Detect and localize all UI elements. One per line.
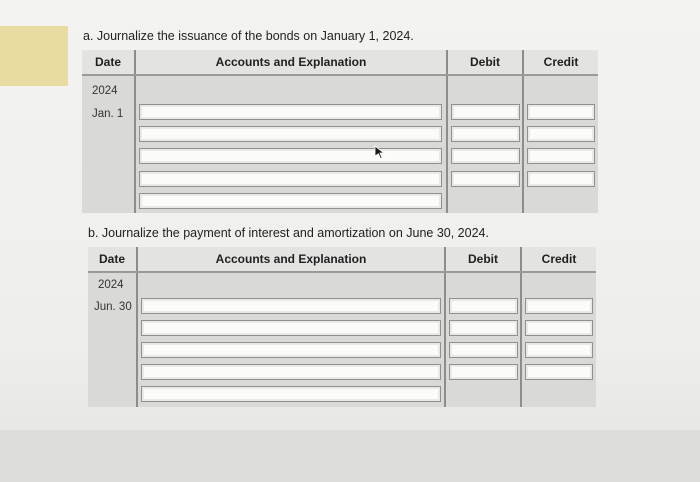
entry-date: Jun. 30 xyxy=(94,301,132,313)
accounts-header: Accounts and Explanation xyxy=(138,247,444,271)
header-divider xyxy=(82,74,598,76)
journal-table-b xyxy=(88,247,596,407)
debit-input-3[interactable] xyxy=(449,342,518,358)
account-input-3[interactable] xyxy=(141,342,441,358)
credit-input-1[interactable] xyxy=(525,298,593,314)
account-input-5[interactable] xyxy=(139,193,442,209)
part-a-heading: a. Journalize the issuance of the bonds on January 1, 2024. xyxy=(83,29,414,43)
account-input-3[interactable] xyxy=(139,148,442,164)
account-input-2[interactable] xyxy=(141,320,441,336)
side-highlight-tab xyxy=(0,26,68,86)
account-input-1[interactable] xyxy=(141,298,441,314)
account-input-1[interactable] xyxy=(139,104,442,120)
credit-input-1[interactable] xyxy=(527,104,595,120)
credit-input-4[interactable] xyxy=(525,364,593,380)
account-input-4[interactable] xyxy=(139,171,442,187)
debit-input-2[interactable] xyxy=(451,126,520,142)
debit-input-3[interactable] xyxy=(451,148,520,164)
debit-input-4[interactable] xyxy=(451,171,520,187)
entry-year: 2024 xyxy=(98,279,124,291)
credit-input-2[interactable] xyxy=(527,126,595,142)
bottom-band xyxy=(0,430,700,482)
debit-input-2[interactable] xyxy=(449,320,518,336)
mouse-pointer-icon xyxy=(373,145,387,159)
credit-header: Credit xyxy=(524,50,598,74)
accounts-header: Accounts and Explanation xyxy=(136,50,446,74)
credit-input-3[interactable] xyxy=(525,342,593,358)
header-divider xyxy=(88,271,596,273)
debit-input-1[interactable] xyxy=(449,298,518,314)
part-b-heading: b. Journalize the payment of interest and amortization on June 30, 2024. xyxy=(88,226,489,240)
credit-input-4[interactable] xyxy=(527,171,595,187)
account-input-4[interactable] xyxy=(141,364,441,380)
journal-table-a xyxy=(82,50,598,213)
date-header: Date xyxy=(82,50,134,74)
debit-input-1[interactable] xyxy=(451,104,520,120)
date-header: Date xyxy=(88,247,136,271)
credit-input-2[interactable] xyxy=(525,320,593,336)
entry-date: Jan. 1 xyxy=(92,108,124,120)
debit-header: Debit xyxy=(448,50,522,74)
entry-year: 2024 xyxy=(92,85,118,97)
credit-input-3[interactable] xyxy=(527,148,595,164)
debit-header: Debit xyxy=(446,247,520,271)
account-input-2[interactable] xyxy=(139,126,442,142)
debit-input-4[interactable] xyxy=(449,364,518,380)
account-input-5[interactable] xyxy=(141,386,441,402)
credit-header: Credit xyxy=(522,247,596,271)
